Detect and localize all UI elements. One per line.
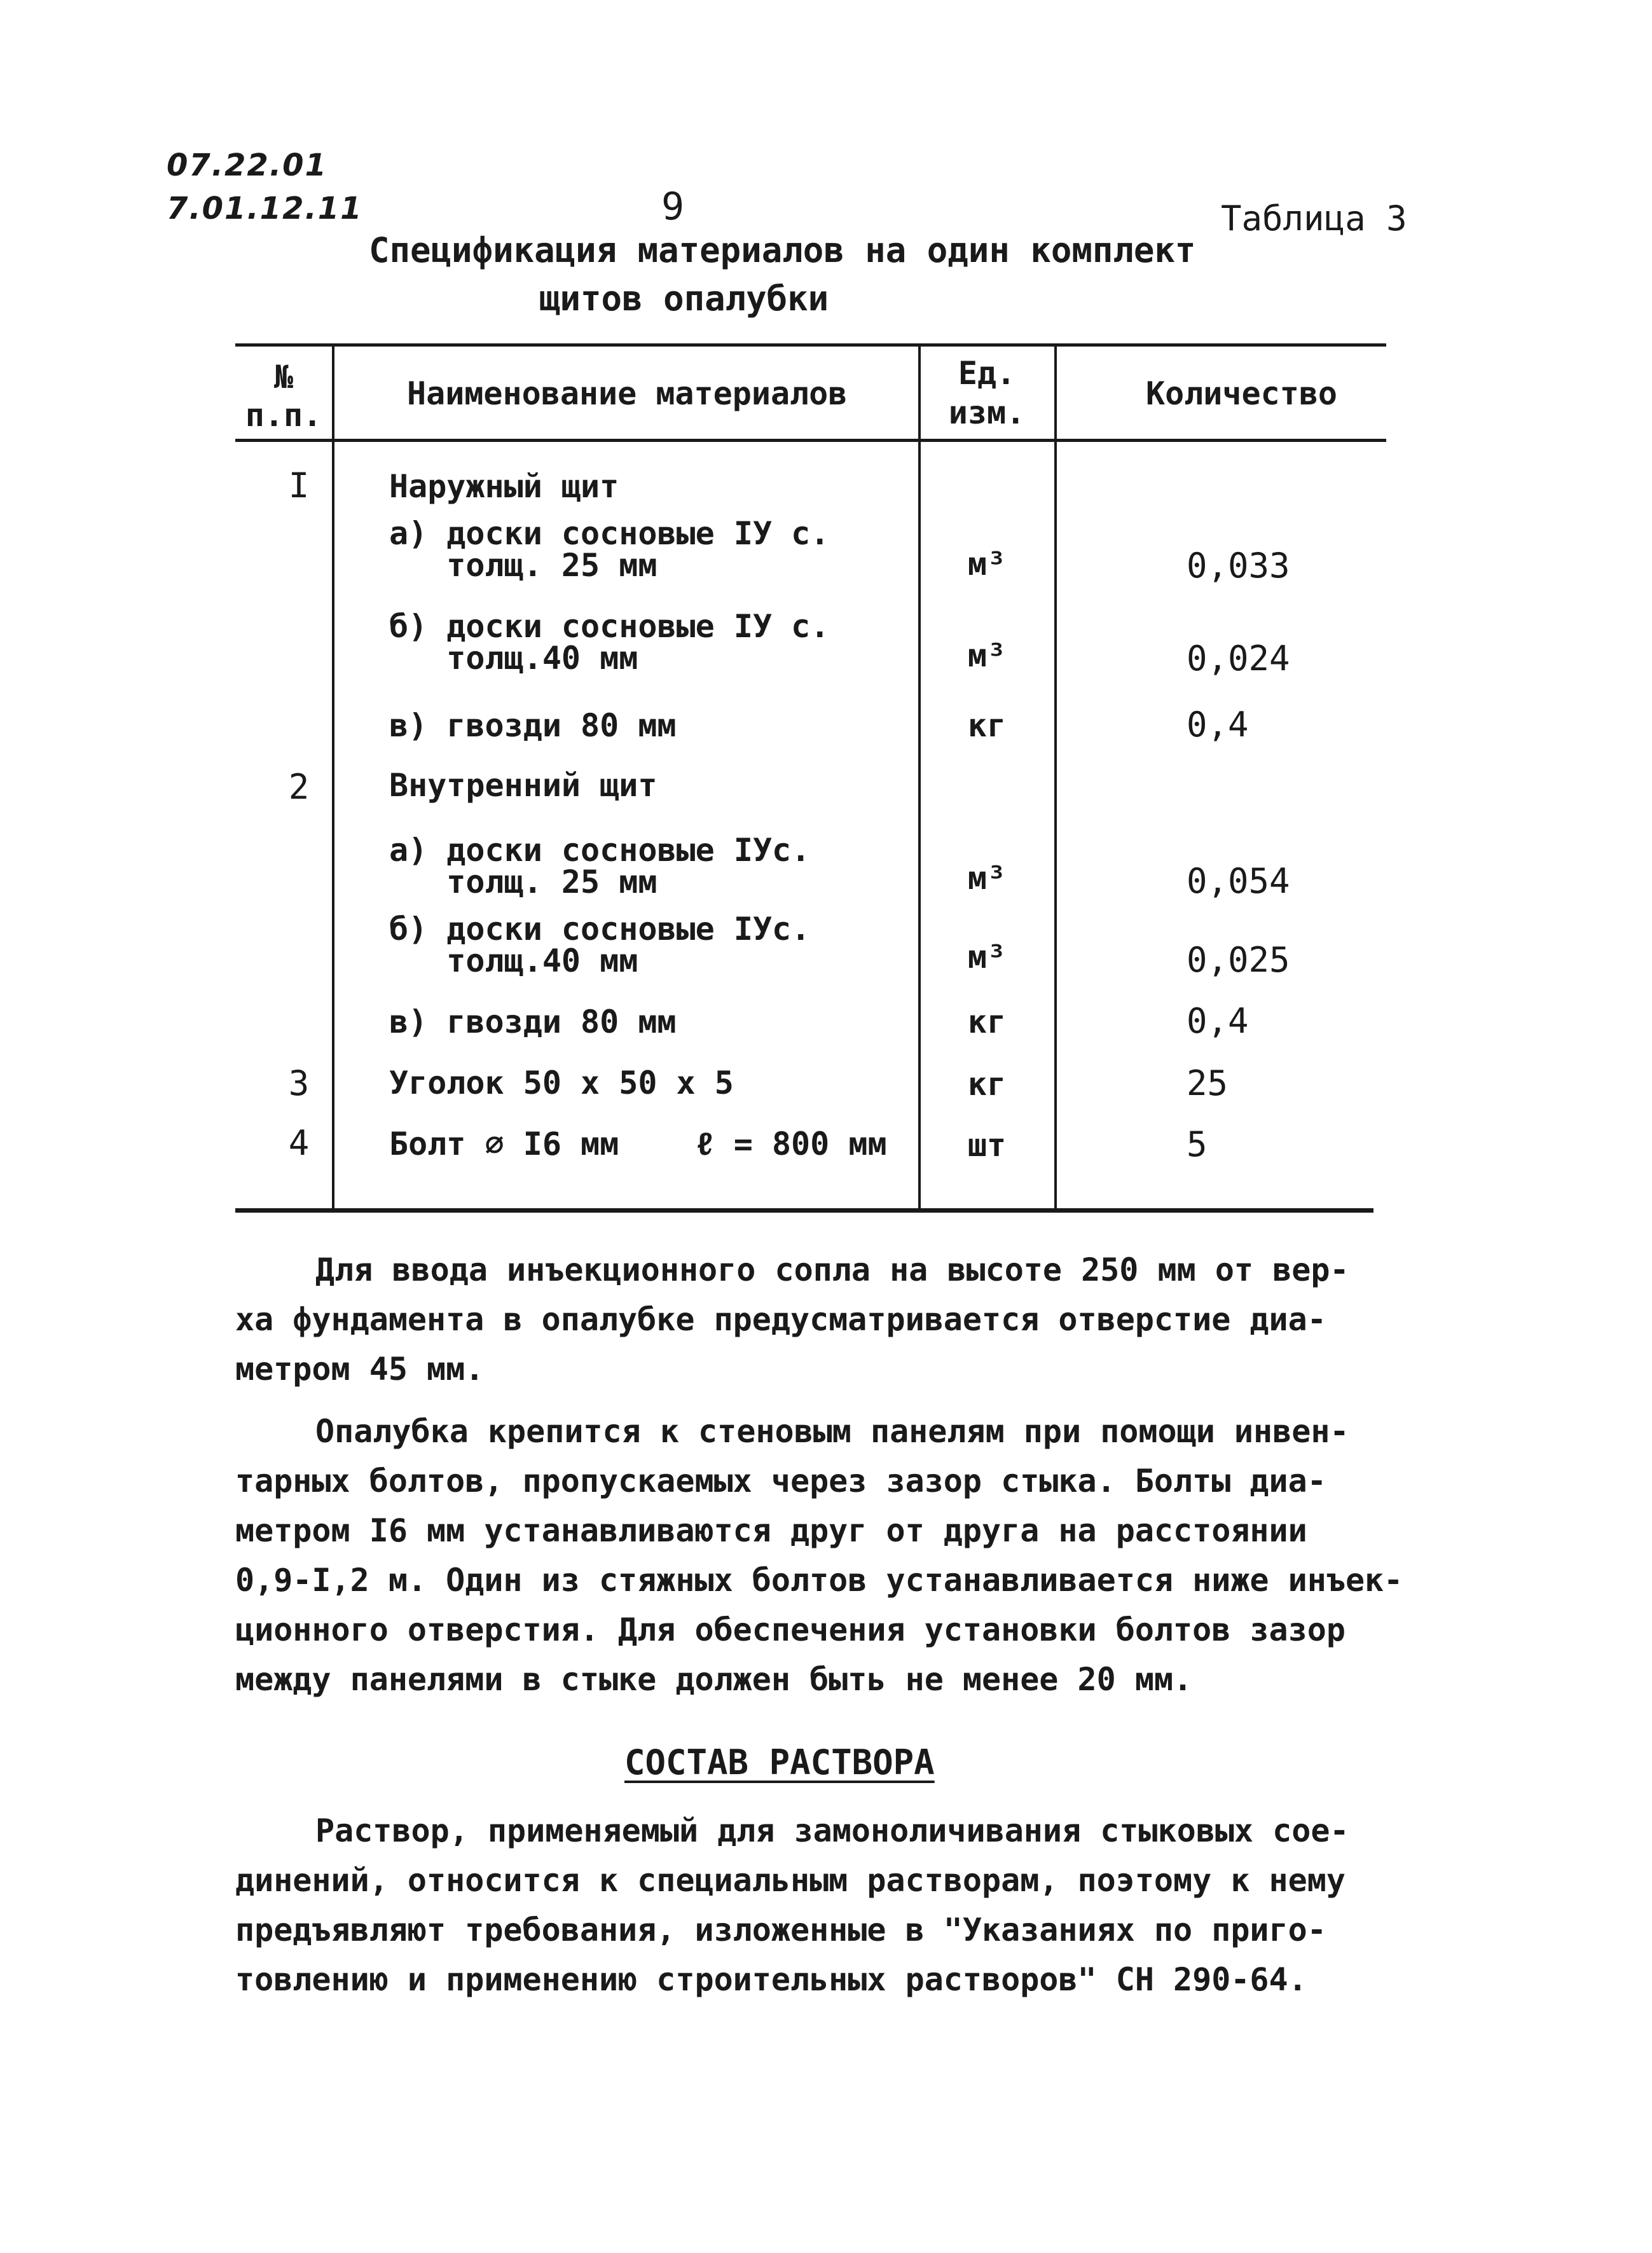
row-name: Наружный щит: [389, 468, 619, 505]
header-num-2: п.п.: [245, 397, 322, 434]
row-quantity: 0,4: [1187, 1001, 1249, 1041]
table-title-line-2: щитов опалубки: [539, 279, 829, 319]
row-name-continued: толщ.40 мм: [389, 942, 638, 979]
paragraph-line: товлению и применению строительных растворов" СН 290-64.: [235, 1961, 1307, 1998]
row-name: Болт ∅ I6 мм ℓ = 800 мм: [389, 1126, 887, 1162]
page-number: 9: [661, 184, 685, 229]
row-number: 4: [288, 1123, 310, 1163]
row-unit: м³: [967, 939, 1007, 975]
row-quantity: 5: [1187, 1124, 1208, 1164]
paragraph-line: метром I6 мм устанавливаются друг от друга на расстоянии: [235, 1512, 1307, 1549]
paragraph-line: динений, относится к специальным растворам, поэтому к нему: [235, 1862, 1346, 1899]
column-divider-3: [1054, 343, 1057, 1208]
row-name: Внутренний щит: [389, 767, 657, 804]
section-heading-text: СОСТАВ РАСТВОРА: [624, 1742, 935, 1782]
row-quantity: 25: [1187, 1063, 1229, 1103]
row-unit: м³: [967, 546, 1007, 582]
row-name: в) гвозди 80 мм: [389, 707, 677, 744]
paragraph-line: метром 45 мм.: [235, 1351, 485, 1388]
row-number: I: [288, 465, 310, 506]
row-unit: шт: [967, 1127, 1007, 1164]
row-name: в) гвозди 80 мм: [389, 1003, 677, 1040]
row-quantity: 0,054: [1187, 861, 1290, 901]
table-top-rule: [235, 343, 1386, 347]
row-unit: кг: [967, 707, 1007, 744]
row-name-continued: толщ. 25 мм: [389, 547, 657, 584]
row-quantity: 0,024: [1187, 638, 1290, 679]
row-number: 2: [288, 767, 310, 807]
row-name: а) доски сосновые IУ с.: [389, 515, 830, 552]
paragraph-line: тарных болтов, пропускаемых через зазор стыка. Болты диа-: [235, 1463, 1326, 1499]
row-quantity: 0,025: [1187, 940, 1290, 980]
row-name-continued: толщ. 25 мм: [389, 864, 657, 900]
paragraph-line: Опалубка крепится к стеновым панелям при помощи инвен-: [315, 1413, 1349, 1450]
document-code-2: 7.01.12.11: [167, 191, 363, 226]
row-name: а) доски сосновые IУс.: [389, 832, 811, 869]
row-unit: м³: [967, 860, 1007, 897]
table-bottom-rule: [235, 1208, 1373, 1213]
row-quantity: 0,033: [1187, 546, 1290, 586]
paragraph-line: между панелями в стыке должен быть не менее 20 мм.: [235, 1661, 1193, 1698]
row-name: б) доски сосновые IУс.: [389, 911, 811, 947]
header-unit-1: Ед.: [958, 355, 1016, 392]
header-quantity: Количество: [1146, 375, 1338, 412]
table-label: Таблица 3: [1221, 198, 1407, 238]
paragraph-line: 0,9-I,2 м. Один из стяжных болтов устанавливается ниже инъек-: [235, 1562, 1403, 1599]
row-name: б) доски сосновые IУ с.: [389, 608, 830, 645]
paragraph-line: ха фундамента в опалубке предусматривается отверстие диа-: [235, 1301, 1326, 1338]
paragraph-line: Раствор, применяемый для замоноличивания стыковых сое-: [315, 1812, 1349, 1849]
document-code-1: 07.22.01: [167, 148, 327, 183]
header-num-1: №: [273, 359, 294, 396]
column-divider-1: [332, 343, 334, 1208]
row-unit: м³: [967, 637, 1007, 674]
paragraph-line: ционного отверстия. Для обеспечения установки болтов зазор: [235, 1611, 1346, 1648]
header-unit-2: изм.: [948, 394, 1026, 431]
paragraph-line: Для ввода инъекционного сопла на высоте 250 мм от вер-: [315, 1251, 1349, 1288]
section-heading: [624, 1742, 935, 1782]
table-title-line-1: Спецификация материалов на один комплект: [369, 230, 1196, 270]
table-header-rule: [235, 439, 1386, 442]
row-unit: кг: [967, 1003, 1007, 1040]
paragraph-line: предъявляют требования, изложенные в "Указаниях по приго-: [235, 1912, 1326, 1948]
row-name-continued: толщ.40 мм: [389, 640, 638, 677]
row-name: Уголок 50 х 50 х 5: [389, 1064, 734, 1101]
row-unit: кг: [967, 1066, 1007, 1103]
header-name: Наименование материалов: [407, 375, 848, 412]
row-number: 3: [288, 1063, 310, 1103]
row-quantity: 0,4: [1187, 705, 1249, 745]
